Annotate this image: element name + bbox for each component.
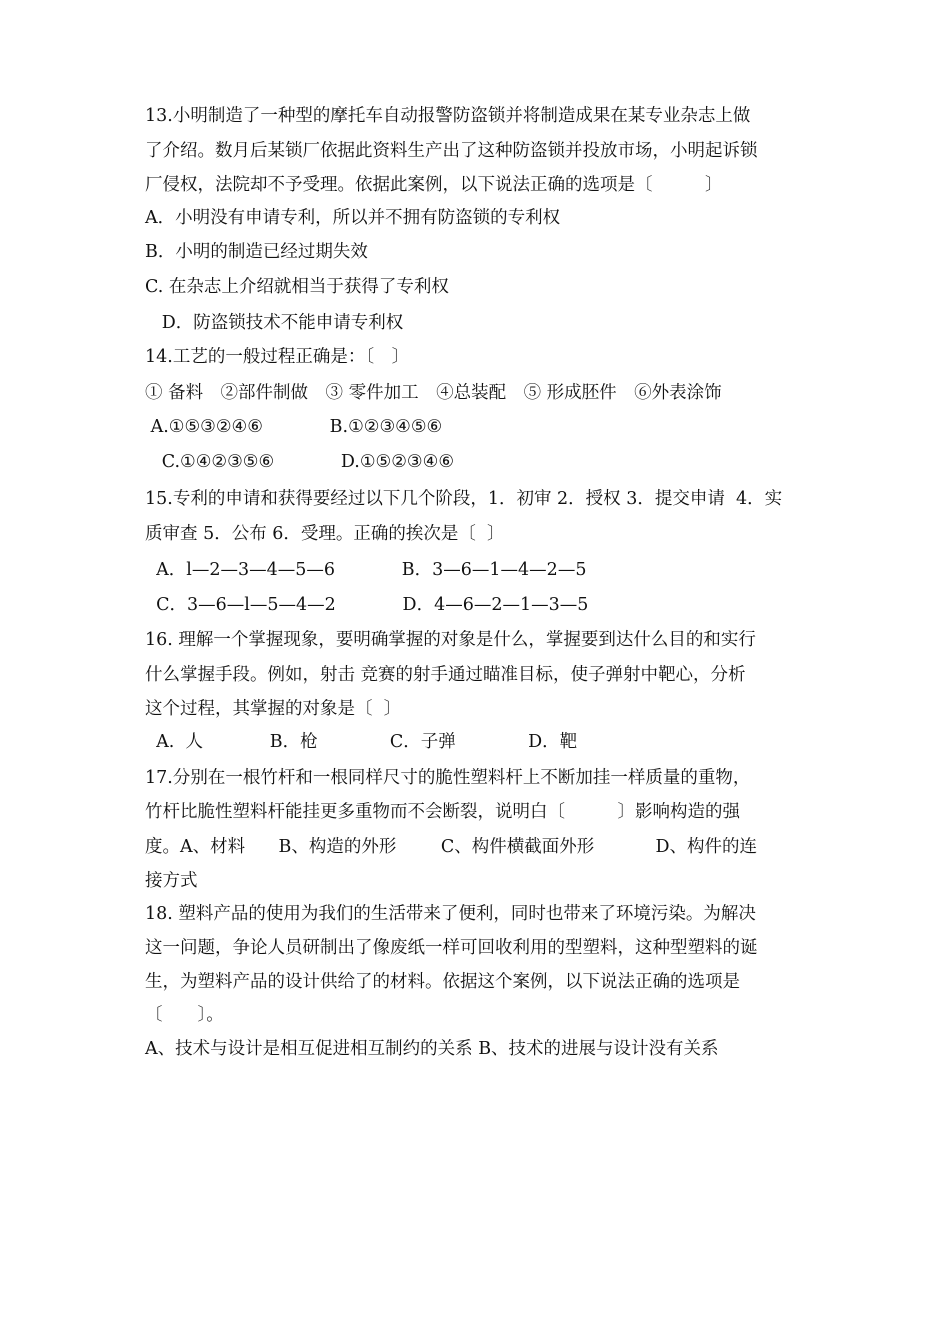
q17-stem-line-2: 竹杆比脆性塑料杆能挂更多重物而不会断裂，说明白〔 〕影响构造的强 — [145, 802, 740, 822]
q13-stem-line-3: 厂侵权，法院却不予受理。依据此案例，以下说法正确的选项是〔 〕 — [145, 175, 723, 195]
q16-options: A. 人 B．枪 C．子弹 D．靶 — [145, 732, 578, 752]
q17-options-line-2: 接方式 — [145, 871, 198, 891]
q13-option-c: C. 在杂志上介绍就相当于获得了专利权 — [145, 277, 449, 297]
q14-steps: ① 备料 ②部件制做 ③ 零件加工 ④总装配 ⑤ 形成胚件 ⑥外表涂饰 — [145, 383, 722, 403]
q13-option-b: B．小明的制造已经过期失效 — [145, 242, 368, 262]
q13-option-d: D．防盗锁技术不能申请专利权 — [145, 313, 404, 333]
q16-stem-line-3: 这个过程，其掌握的对象是〔 〕 — [145, 699, 402, 719]
q18-stem-line-4: 〔 〕。 — [145, 1005, 224, 1025]
q18-stem-line-3: 生，为塑料产品的设计供给了的材料。依据这个案例，以下说法正确的选项是 — [145, 972, 740, 992]
q13-stem-line-1: 13.小明制造了一种型的摩托车自动报警防盗锁并将制造成果在某专业杂志上做 — [145, 106, 751, 126]
q13-stem-line-2: 了介绍。数月后某锁厂依据此资料生产出了这种防盗锁并投放市场，小明起诉锁 — [145, 141, 758, 161]
q17-options-line-1: 度。A、材料 B、构造的外形 C、构件横截面外形 D、构件的连 — [145, 837, 757, 857]
q17-stem-line-1: 17.分别在一根竹杆和一根同样尺寸的脆性塑料杆上不断加挂一样质量的重物， — [145, 768, 751, 788]
q15-options-cd: C．3—6—l—5—4—2 D．4—6—2—1—3—5 — [145, 595, 589, 615]
q14-options-cd: C.①④②③⑤⑥ D.①⑤②③④⑥ — [145, 452, 455, 472]
q14-stem: 14.工艺的一般过程正确是：〔 〕 — [145, 347, 410, 367]
q15-stem-line-2: 质审查 5．公布 6．受理。正确的挨次是〔 〕 — [145, 524, 505, 544]
q18-options-ab: A、技术与设计是相互促进相互制约的关系 B、技术的进展与设计没有关系 — [145, 1039, 719, 1059]
q16-stem-line-2: 什么掌握手段。例如，射击 竞赛的射手通过瞄准目标，使子弹射中靶心，分析 — [145, 665, 746, 685]
q14-options-ab: A.①⑤③②④⑥ B.①②③④⑤⑥ — [145, 417, 443, 437]
q16-stem-line-1: 16. 理解一个掌握现象，要明确掌握的对象是什么，掌握要到达什么目的和实行 — [145, 630, 756, 650]
q15-options-ab: A．l—2—3—4—5—6 B．3—6—1—4—2—5 — [145, 560, 587, 580]
q13-option-a: A．小明没有申请专利，所以并不拥有防盗锁的专利权 — [145, 208, 561, 228]
q15-stem-line-1: 15.专利的申请和获得要经过以下几个阶段，1．初审 2．授权 3．提交申请 4．实 — [145, 489, 783, 509]
q18-stem-line-1: 18. 塑料产品的使用为我们的生活带来了便利，同时也带来了环境污染。为解决 — [145, 904, 756, 924]
q18-stem-line-2: 这一问题，争论人员研制出了像废纸一样可回收利用的型塑料，这种型塑料的诞 — [145, 938, 758, 958]
